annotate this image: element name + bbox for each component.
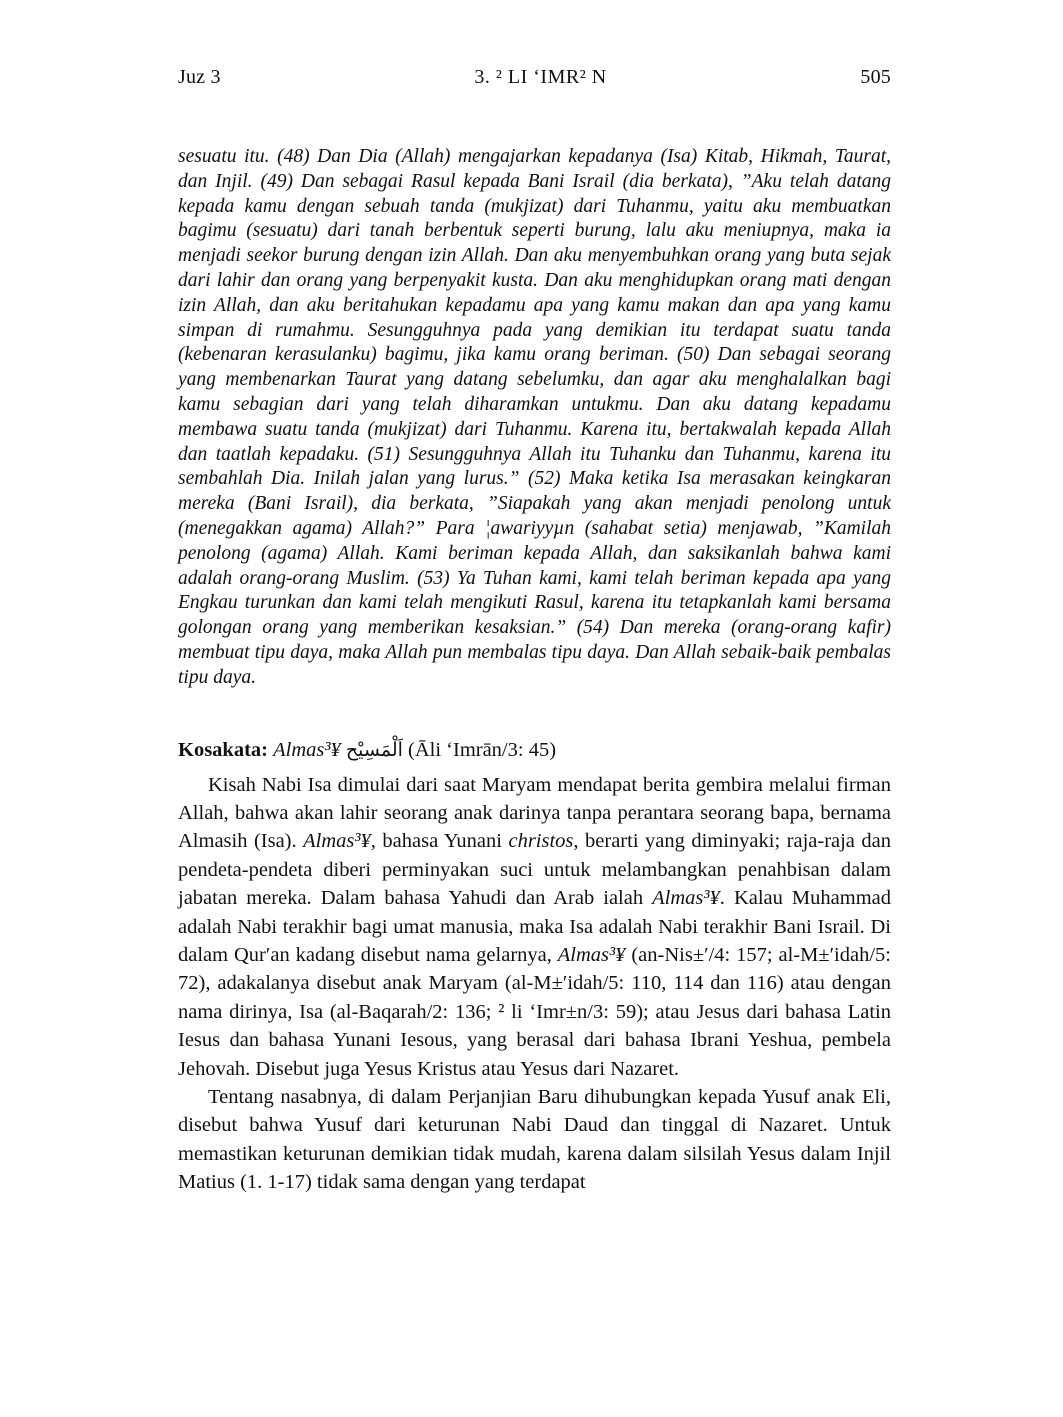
page-header [178, 66, 891, 89]
kosakata-reference: (Āli ‘Imrān/3: 45) [408, 738, 557, 761]
page-number: 505 [860, 66, 891, 88]
kosakata-heading [178, 737, 891, 763]
kosakata-arabic-word: اَلْمَسِيْح [345, 738, 403, 761]
emphasized-term: christos [508, 830, 574, 853]
emphasized-term: Almas³¥ [557, 943, 626, 966]
juz-label: Juz 3 [178, 66, 221, 88]
paragraph-text: , bahasa Yunani [370, 830, 509, 853]
page-content [178, 66, 891, 1197]
kosakata-label: Kosakata: [178, 738, 268, 761]
paragraph-text: Kisah Nabi Isa dimulai dari saat Maryam mendapat berita gembira melalui firman Allah, bahwa akan lahir seorang anak darinya tanpa perantara seorang bapa, bernama Almasih (Isa). [178, 773, 891, 853]
emphasized-term: Almas³¥ [652, 887, 720, 910]
paragraph-text: (an-Nis±′/4: 157; al-M±′idah/5: 72), adakalanya disebut anak Maryam (al-M±′idah/5: 110, 114 dan 116) atau dengan nama dirinya, Isa (al-Baqarah/2: 136; ² li ‘Imr±n/3: 59); atau Jesus dari bahasa Latin Iesus dan bahasa Yunani Iesous, yang berasal dari bahasa Ibrani Yeshua, pembela Jehovah. Disebut juga Yesus Kristus atau Yesus dari Nazaret. [178, 943, 891, 1080]
kosakata-term: Almas³¥ [273, 738, 341, 761]
emphasized-term: Almas³¥ [303, 830, 371, 853]
body-paragraph [178, 1083, 891, 1197]
paragraph-text: Tentang nasabnya, di dalam Perjanjian Baru dihubungkan kepada Yusuf anak Eli, disebut bahwa Yusuf dari keturunan Nabi Daud dan tinggal di Nazaret. Untuk memastikan keturunan demikian tidak mudah, karena dalam silsilah Yesus dalam Injil Matius (1. 1-17) tidak sama dengan yang terdapat [178, 1086, 891, 1194]
body-paragraphs [178, 771, 891, 1197]
body-paragraph [178, 771, 891, 1083]
paragraph-text: . Kalau Muhammad adalah Nabi terakhir bagi umat manusia, maka Isa adalah Nabi terakhir Bani Israil. Di dalam Qur′an kadang disebut nama gelarnya, [178, 887, 892, 966]
paragraph-text: , berarti yang diminyaki; raja-raja dan pendeta-pendeta diberi perminyakan suci untuk melambangkan penahbisan dalam jabatan mereka. Dalam bahasa Yahudi dan Arab ialah [178, 830, 891, 910]
translation-paragraph: sesuatu itu. (48) Dan Dia (Allah) mengajarkan kepadanya (Isa) Kitab, Hikmah, Taurat, dan Injil. (49) Dan sebagai Rasul kepada Bani Israil (dia berkata), ”Aku telah datang kepada kamu dengan sebuah tanda (mukjizat) dari Tuhanmu, yaitu aku membuatkan bagimu (sesuatu) dari tanah berbentuk seperti burung, lalu aku meniupnya, maka ia menjadi seekor burung dengan izin Allah. Dan aku menyembuhkan orang yang buta sejak dari lahir dan orang yang berpenyakit kusta. Dan aku menghidupkan orang mati dengan izin Allah, dan aku beritahukan kepadamu apa yang kamu makan dan apa yang kamu simpan di rumahmu. Sesungguhnya pada yang demikian itu terdapat suatu tanda (kebenaran kerasulanku) bagimu, jika kamu orang beriman. (50) Dan sebagai seorang yang membenarkan Taurat yang datang sebelumku, dan agar aku menghalalkan bagi kamu sebagian dari yang telah diharamkan untukmu. Dan aku datang kepadamu membawa suatu tanda (mukjizat) dari Tuhanmu. Karena itu, bertakwalah kepada Allah dan taatlah kepadaku. (51) Sesungguhnya Allah itu Tuhanku dan Tuhanmu, karena itu sembahlah Dia. Inilah jalan yang lurus.” (52) Maka ketika Isa merasakan keingkaran mereka (Bani Israil), dia berkata, ”Siapakah yang akan menjadi penolong untuk (menegakkan agama) Allah?” Para ¦awariyyµn (sahabat setia) menjawab, ”Kamilah penolong (agama) Allah. Kami beriman kepada Allah, dan saksikanlah bahwa kami adalah orang-orang Muslim. (53) Ya Tuhan kami, kami telah beriman kepada apa yang Engkau turunkan dan kami telah mengikuti Rasul, karena itu tetapkanlah kami bersama golongan orang yang memberikan kesaksian.” (54) Dan mereka (orang-orang kafir) membuat tipu daya, maka Allah pun membalas tipu daya. Dan Allah sebaik-baik pembalas tipu daya. [178, 146, 891, 688]
surah-title: 3. ² LI ‘IMR² N [474, 66, 607, 88]
